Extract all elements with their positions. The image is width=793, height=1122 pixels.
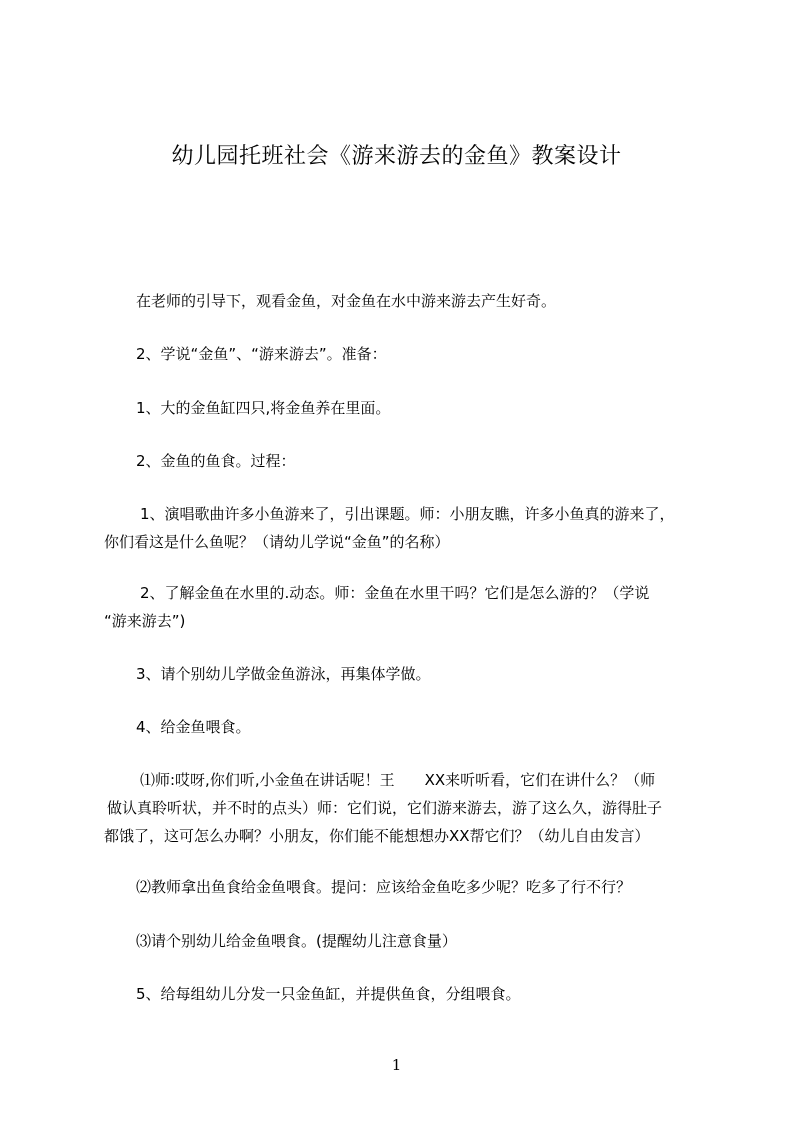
- paragraph-line: 4、给金鱼喂食。: [136, 718, 251, 736]
- paragraph-line: 1、演唱歌曲许多小鱼游来了，引出课题。师：小朋友瞧，许多小鱼真的游来了，: [140, 505, 675, 523]
- paragraph-line: 2、了解金鱼在水里的.动态。师：金鱼在水里干吗？它们是怎么游的？（学说: [140, 584, 650, 602]
- paragraph-line: 都饿了，这可怎么办啊？小朋友，你们能不能想想办XX帮它们？（幼儿自由发言）: [104, 827, 650, 845]
- paragraph-4: [136, 447, 296, 475]
- paragraph-line: ⑶请个别幼儿给金鱼喂食。(提醒幼儿注意食量）: [136, 932, 457, 950]
- paragraph-line: 1、大的金鱼缸四只,将金鱼养在里面。: [136, 399, 391, 417]
- paragraph-8: [136, 713, 251, 741]
- paragraph-12: [136, 980, 521, 1008]
- paragraph-2: [136, 340, 387, 368]
- paragraph-9: [104, 766, 662, 850]
- paragraph-line: “游来游去”): [104, 612, 186, 630]
- paragraph-7: [136, 660, 431, 688]
- paragraph-line: 在老师的引导下，观看金鱼，对金鱼在水中游来游去产生好奇。: [136, 292, 557, 310]
- paragraph-line: 2、学说“金鱼”、“游来游去”。准备：: [136, 345, 387, 363]
- paragraph-11: [136, 927, 457, 955]
- document-title: 幼儿园托班社会《游来游去的金鱼》教案设计: [171, 144, 622, 169]
- paragraph-6: [104, 579, 649, 635]
- paragraph-line: 5、给每组幼儿分发一只金鱼缸，并提供鱼食，分组喂食。: [136, 985, 521, 1003]
- paragraph-1: [136, 287, 556, 315]
- paragraph-10: [136, 873, 631, 901]
- paragraph-line: ⑵教师拿出鱼食给金鱼喂食。提问：应该给金鱼吃多少呢？吃多了行不行？: [136, 878, 632, 896]
- paragraph-line: 做认真聆听状，并不时的点头）师：它们说，它们游来游去，游了这么久，游得肚子: [107, 799, 663, 817]
- paragraph-line: 你们看这是什么鱼呢？（请幼儿学说“金鱼”的名称）: [104, 533, 450, 551]
- paragraph-line: 2、金鱼的鱼食。过程：: [136, 452, 296, 470]
- page-number: 1: [391, 1056, 402, 1074]
- paragraph-line: 3、请个别幼儿学做金鱼游泳，再集体学做。: [136, 665, 431, 683]
- paragraph-5: [104, 500, 675, 556]
- paragraph-line: ⑴师:哎呀,你们听,小金鱼在讲话呢！王 XX来听听看，它们在讲什么？（师: [140, 771, 656, 789]
- paragraph-3: [136, 394, 390, 422]
